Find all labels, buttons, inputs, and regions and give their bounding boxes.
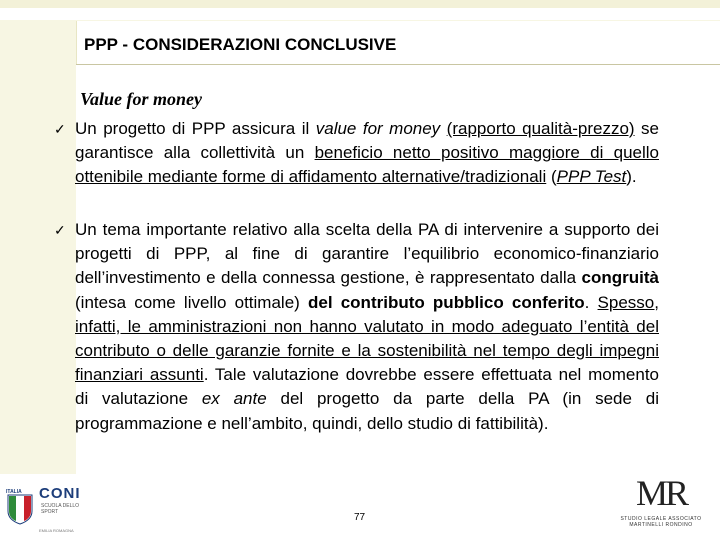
- bullet1-text: se garantisce alla collettività un: [75, 119, 660, 163]
- law-firm-logo: [612, 472, 710, 534]
- bullet2-text: .: [584, 292, 598, 312]
- bullet2-text: del progetto da parte della PA (in sede di programmazione e nell’ambito, quindi, dello studio di fattibilità).: [75, 389, 659, 433]
- page-number: 77: [354, 512, 366, 523]
- checkmark-icon: ✓: [54, 222, 66, 238]
- bullet1-text: Un progetto di PPP assicura il: [75, 119, 316, 138]
- checkmark-icon: ✓: [54, 121, 66, 137]
- bullet2-text: ex ante: [201, 389, 267, 409]
- section-heading: Value for money: [80, 89, 203, 109]
- mr-monogram: MR: [636, 473, 687, 513]
- bullet2-text: (intesa come livello ottimale): [75, 292, 308, 312]
- bullet2-text: Un tema importante relativo alla scelta della PA di intervenire a supporto dei progetti di PPP, al fine di garantire l’equilibrio economico-finanziario dell’investimento e della connessa gestione, è rappresentato dalla: [75, 220, 659, 288]
- top-strip: [0, 0, 720, 8]
- bullet1-text: PPP Test: [556, 167, 627, 187]
- coni-subtitle: SCUOLA DELLO SPORT: [41, 503, 80, 515]
- coni-logo: [6, 484, 84, 536]
- coni-italia-text: ITALIA: [6, 489, 22, 495]
- bullet1-text: beneficio netto positivo maggiore di quello ottenibile mediante forme di affidamento alternative/tradizionali: [75, 143, 659, 187]
- bullet2-text: congruità: [581, 268, 659, 288]
- bullet2-text: Spesso, infatti, le amministrazioni non hanno valutato in modo adeguato l’entità del contributo o delle garanzie fornite e la sostenibilità nel tempo degli impegni finanziari assunti: [75, 292, 659, 385]
- slide-title: PPP - CONSIDERAZIONI CONCLUSIVE: [84, 35, 397, 54]
- bullet2-text: . Tale valutazione dovrebbe essere effettuata nel momento di valutazione: [75, 365, 659, 409]
- bullet1-text: (rapporto qualità-prezzo): [446, 119, 635, 138]
- title-divider: [76, 64, 720, 65]
- bullet2-text: del contributo pubblico conferito: [307, 292, 585, 312]
- mr-caption: STUDIO LEGALE ASSOCIATO MARTINELLI RONDINO: [620, 516, 702, 528]
- coni-wordmark: CONI: [39, 485, 81, 502]
- bullet1-text: (: [546, 167, 557, 187]
- bullet1-text: ).: [626, 167, 637, 187]
- coni-region: EMILIA ROMAGNA: [39, 528, 74, 533]
- bullet1-text: value for money: [315, 119, 441, 138]
- bullet-item: [54, 218, 659, 436]
- bullet-item: [54, 117, 660, 190]
